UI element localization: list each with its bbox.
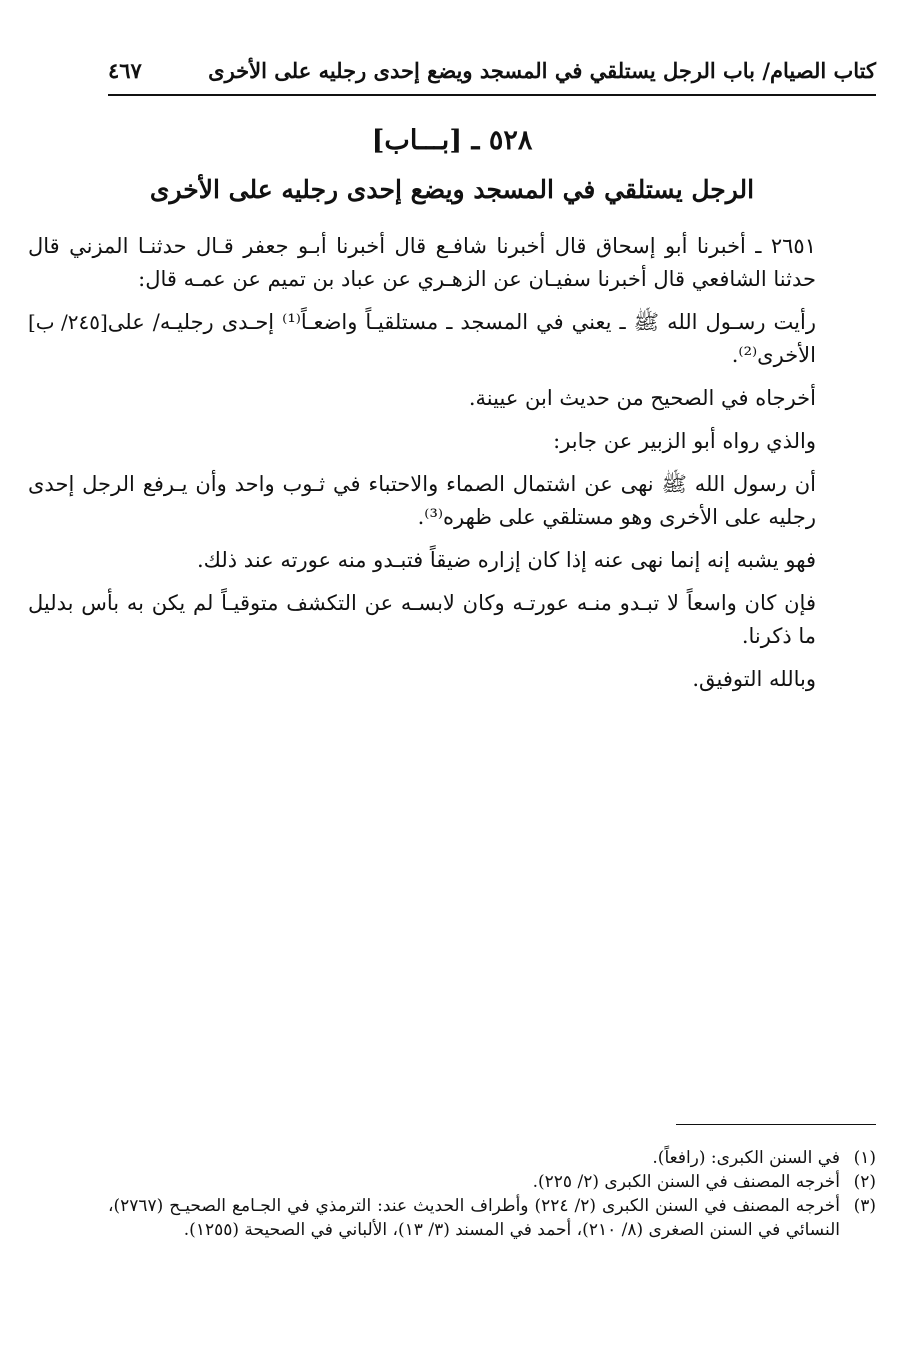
footnote-text: أخرجه المصنف في السنن الكبرى (٢/ ٢٢٤) وأطراف الحديث عند: الترمذي في الجـامع الصحيـح (٢٧٦٧)، النسائي في السنن الصغرى (٨/ ٢١٠)، أحمد في المسند (٣/ ١٣)، الألباني في الصحيحة (١٢٥٥). bbox=[108, 1196, 840, 1240]
page-header bbox=[108, 48, 876, 92]
body-paragraph: والذي رواه أبو الزبير عن جابر: bbox=[553, 429, 816, 453]
footnote-number: (٣) bbox=[853, 1196, 876, 1216]
body-paragraph: أخرجاه في الصحيح من حديث ابن عيينة. bbox=[468, 386, 816, 410]
header-divider bbox=[108, 94, 876, 96]
footnote bbox=[108, 1194, 876, 1242]
body-paragraph: فهو يشبه إنه إنما نهى عنه إذا كان إزاره ضيقاً فتبـدو منه عورته عند ذلك. bbox=[197, 548, 816, 572]
closing-paragraph: وبالله التوفيق. bbox=[692, 667, 816, 691]
page-number: ٤٦٧ bbox=[108, 57, 142, 83]
running-title: كتاب الصيام/ باب الرجل يستلقي في المسجد ويضع إحدى رجليه على الأخرى bbox=[208, 57, 876, 83]
footnote-text: أخرجه المصنف في السنن الكبرى (٢/ ٢٢٥). bbox=[532, 1172, 840, 1192]
hadith-paragraph bbox=[28, 306, 876, 372]
footnote-number: (١) bbox=[853, 1148, 876, 1168]
hadith-text: رأيت رسـول الله ﷺ ـ يعني في المسجد ـ مستلقيـاً واضعـاً⁽¹⁾ إحـدى رجليـه/ على الأخرى⁽²⁾. bbox=[107, 310, 817, 367]
body-paragraph: أن رسول الله ﷺ نهى عن اشتمال الصماء والاحتباء في ثـوب واحد وأن يـرفع الرجل إحدى رجليه على الأخرى وهو مستلقي على ظهره⁽³⁾. bbox=[28, 472, 816, 529]
main-text bbox=[28, 230, 876, 696]
isnad-paragraph: ٢٦٥١ ـ أخبرنا أبو إسحاق قال أخبرنا شافـع قال أخبرنا أبـو جعفر قـال حدثنـا المزني قال حدثنا الشافعي قال أخبرنا سفيـان عن الزهـري عن عباد بن تميم عن عمـه قال: bbox=[28, 234, 816, 291]
footnote bbox=[108, 1146, 876, 1170]
footnote-divider bbox=[676, 1124, 876, 1125]
footnotes bbox=[108, 1146, 876, 1242]
chapter-number: ٥٢٨ ـ [بـــاب] bbox=[371, 125, 533, 156]
footnote-text: في السنن الكبرى: (رافعاً). bbox=[652, 1148, 840, 1168]
footnote-number: (٢) bbox=[853, 1172, 876, 1192]
chapter-title: الرجل يستلقي في المسجد ويضع إحدى رجليه على الأخرى bbox=[149, 175, 755, 204]
footnote bbox=[108, 1170, 876, 1194]
body-paragraph: فإن كان واسعاً لا تبـدو منـه عورتـه وكان لابسـه عن التكشف متوقيـاً لم يكن به بأس بدليل ما ذكرنا. bbox=[28, 591, 816, 648]
manuscript-reference: [٢٤٥/ ب] bbox=[28, 310, 108, 334]
